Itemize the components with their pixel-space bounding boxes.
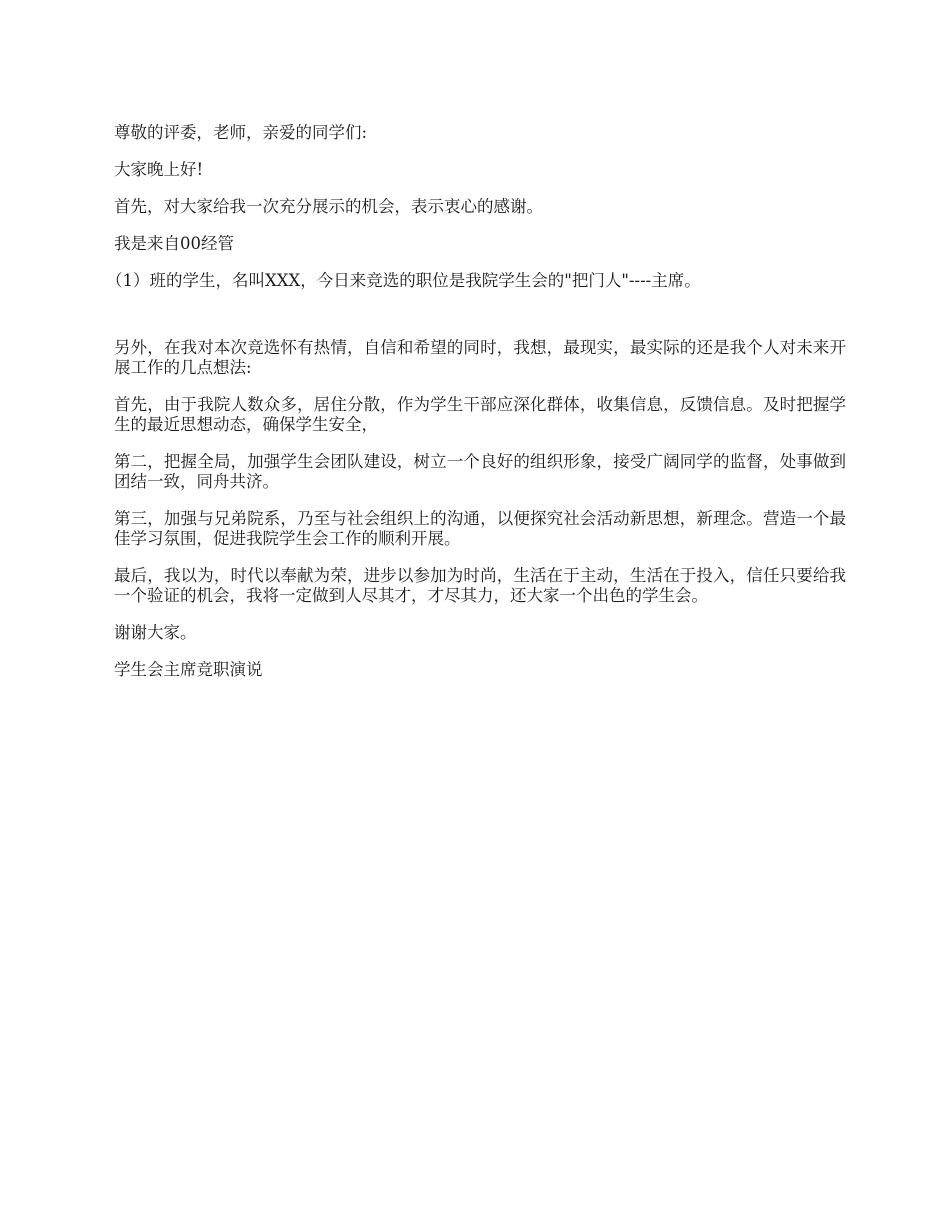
point-second-paragraph: 第二，把握全局，加强学生会团队建设，树立一个良好的组织形象，接受广阔同学的监督，处事做到团结一致，同舟共济。 [114,452,846,491]
origin-paragraph: 我是来自00经管 [114,234,234,253]
closing-line: 谢谢大家。 [114,623,197,642]
thanks-paragraph: 首先，对大家给我一次充分展示的机会，表示衷心的感谢。 [114,197,543,216]
blank-spacer [114,308,846,338]
introduction-paragraph: （1）班的学生，名叫XXX，今日来竞选的职位是我院学生会的"把门人"----主席。 [106,271,701,290]
salutation-line: 大家晚上好! [114,160,204,179]
point-first-paragraph: 首先，由于我院人数众多，居住分散，作为学生干部应深化群体，收集信息，反馈信息。及时把握学生的最近思想动态，确保学生安全， [114,395,846,434]
point-third-paragraph: 第三，加强与兄弟院系，乃至与社会组织上的沟通，以便探究社会活动新思想，新理念。营造一个最佳学习氛围，促进我院学生会工作的顺利开展。 [114,509,846,548]
document-title-line: 学生会主席竞职演说 [114,660,263,679]
greeting-line: 尊敬的评委，老师，亲爱的同学们: [114,123,368,142]
conclusion-paragraph: 最后，我以为，时代以奉献为荣，进步以参加为时尚，生活在于主动，生活在于投入，信任只要给我一个验证的机会，我将一定做到人尽其才，才尽其力，还大家一个出色的学生会。 [114,566,846,605]
ideas-intro-paragraph: 另外，在我对本次竞选怀有热情，自信和希望的同时，我想，最现实，最实际的还是我个人对未来开展工作的几点想法: [114,338,846,377]
